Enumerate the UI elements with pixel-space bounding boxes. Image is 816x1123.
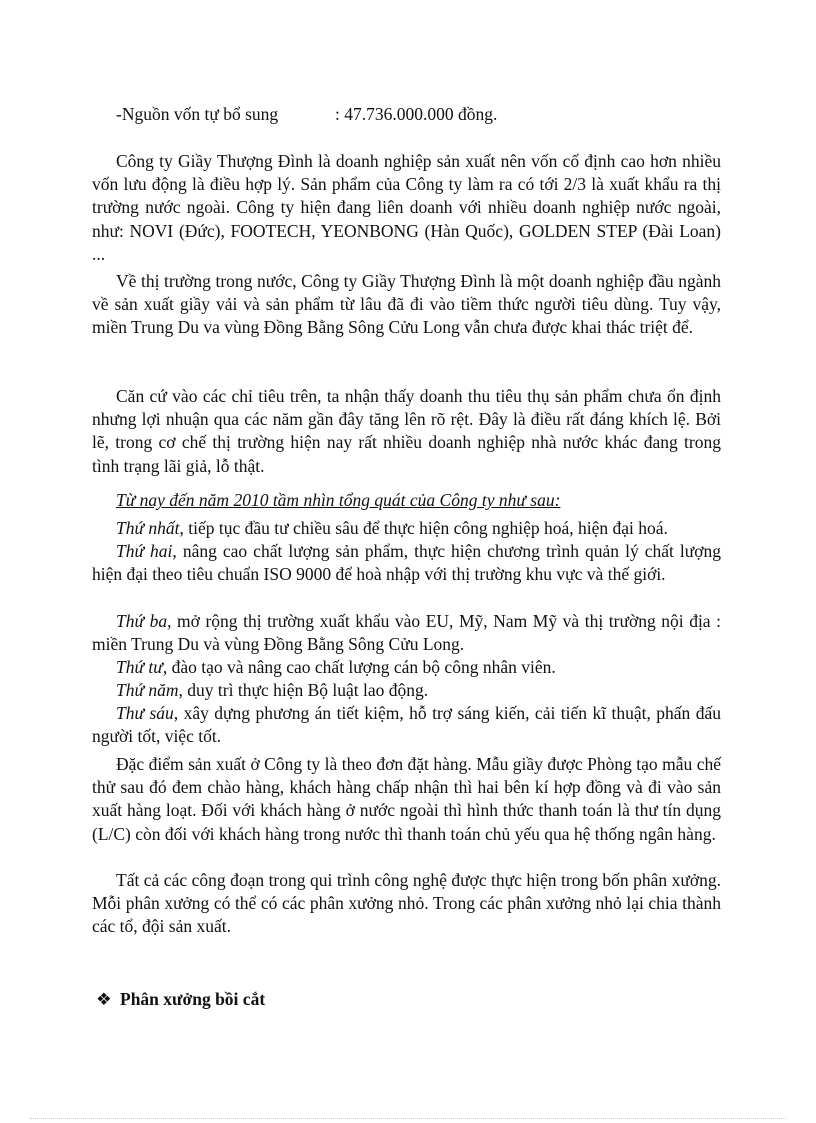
goal-5-text: , duy trì thực hiện Bộ luật lao động. — [178, 680, 429, 700]
goal-3 — [92, 610, 721, 656]
goal-5 — [92, 679, 721, 702]
goal-1-label: Thứ nhất — [116, 518, 180, 538]
goal-2-text: , nâng cao chất lượng sản phẩm, thực hiện chương trình quản lý chất lượng hiện đại theo tiêu chuẩn ISO 9000 để hoà nhập với thị trường khu vực và thế giới. — [92, 541, 722, 585]
outlook-heading: Từ nay đến năm 2010 tầm nhìn tổng quát của Công ty như sau: — [116, 490, 561, 510]
paragraph-4: Đặc điểm sản xuất ở Công ty là theo đơn đặt hàng. Mẫu giầy được Phòng tạo mẫu chế thử sau đó đem chào hàng, khách hàng chấp nhận thì hai bên kí hợp đồng và đi vào sản xuất hàng loạt. Đối với khách hàng ở nước ngoài thì hình thức thanh toán là thư tín dụng (L/C) còn đối với khách hàng trong nước thì thanh toán chủ yếu qua hệ thống ngân hàng. — [92, 754, 721, 844]
goal-1 — [92, 517, 721, 540]
goal-1-text: , tiếp tục đầu tư chiều sâu để thực hiện công nghiệp hoá, hiện đại hoá. — [179, 518, 668, 538]
goal-4 — [92, 656, 721, 679]
page-bottom-rule — [30, 1118, 786, 1119]
goal-6-text: , xây dựng phương án tiết kiệm, hỗ trợ sáng kiến, cải tiến kĩ thuật, phấn đấu người tốt, việc tốt. — [92, 703, 722, 747]
goal-3-label: Thứ ba — [116, 611, 168, 631]
goal-6-label: Thư sáu — [116, 703, 174, 723]
paragraph-2: Về thị trường trong nước, Công ty Giầy Thượng Đình là một doanh nghiệp đầu ngành về sản xuất giầy vải và sản phẩm từ lâu đã đi vào tiềm thức người tiêu dùng. Tuy vậy, miền Trung Du va vùng Đồng Bằng Sông Cửu Long vẫn chưa được khai thác triệt để. — [92, 271, 721, 338]
goal-4-text: , đào tạo và nâng cao chất lượng cán bộ công nhân viên. — [162, 657, 556, 677]
paragraph-1: Công ty Giầy Thượng Đình là doanh nghiệp sản xuất nên vốn cố định cao hơn nhiều vốn lưu động là điều hợp lý. Sản phẩm của Công ty làm ra có tới 2/3 là xuất khẩu ra thị trường nước ngoài. Công ty hiện đang liên doanh với nhiều doanh nghiệp nước ngoài, như: NOVI (Đức), FOOTECH, YEONBONG (Hàn Quốc), GOLDEN STEP (Đài Loan) ... — [92, 151, 721, 264]
capital-label: -Nguồn vốn tự bổ sung — [116, 104, 279, 124]
section-heading-text: Phân xưởng bồi cắt — [120, 989, 266, 1009]
section-heading — [96, 989, 265, 1010]
goal-2-label: Thứ hai — [116, 541, 173, 561]
goal-5-label: Thứ năm — [116, 680, 179, 700]
goal-3-text: , mở rộng thị trường xuất khẩu vào EU, Mỹ, Nam Mỹ và thị trường nội địa : miền Trung Du và vùng Đồng Bằng Sông Cửu Long. — [92, 611, 722, 655]
capital-value: : 47.736.000.000 đồng. — [335, 104, 498, 124]
paragraph-5: Tất cả các công đoạn trong qui trình công nghệ được thực hiện trong bốn phân xưởng. Mỗi phân xưởng có thể có các phân xưởng nhỏ. Trong các phân xưởng nhỏ lại chia thành các tổ, đội sản xuất. — [92, 870, 721, 937]
goal-6 — [92, 702, 721, 748]
goal-2 — [92, 540, 721, 586]
diamond-bullet-icon: ❖ — [96, 989, 112, 1009]
goal-4-label: Thứ tư — [116, 657, 163, 677]
capital-line — [116, 103, 497, 126]
paragraph-3: Căn cứ vào các chỉ tiêu trên, ta nhận thấy doanh thu tiêu thụ sản phẩm chưa ổn định nhưng lợi nhuận qua các năm gần đây tăng lên rõ rệt. Đây là điều rất đáng khích lệ. Bởi lẽ, trong cơ chế thị trường hiện nay rất nhiều doanh nghiệp nhà nước khác đang trong tình trạng lãi giả, lỗ thật. — [92, 386, 721, 476]
